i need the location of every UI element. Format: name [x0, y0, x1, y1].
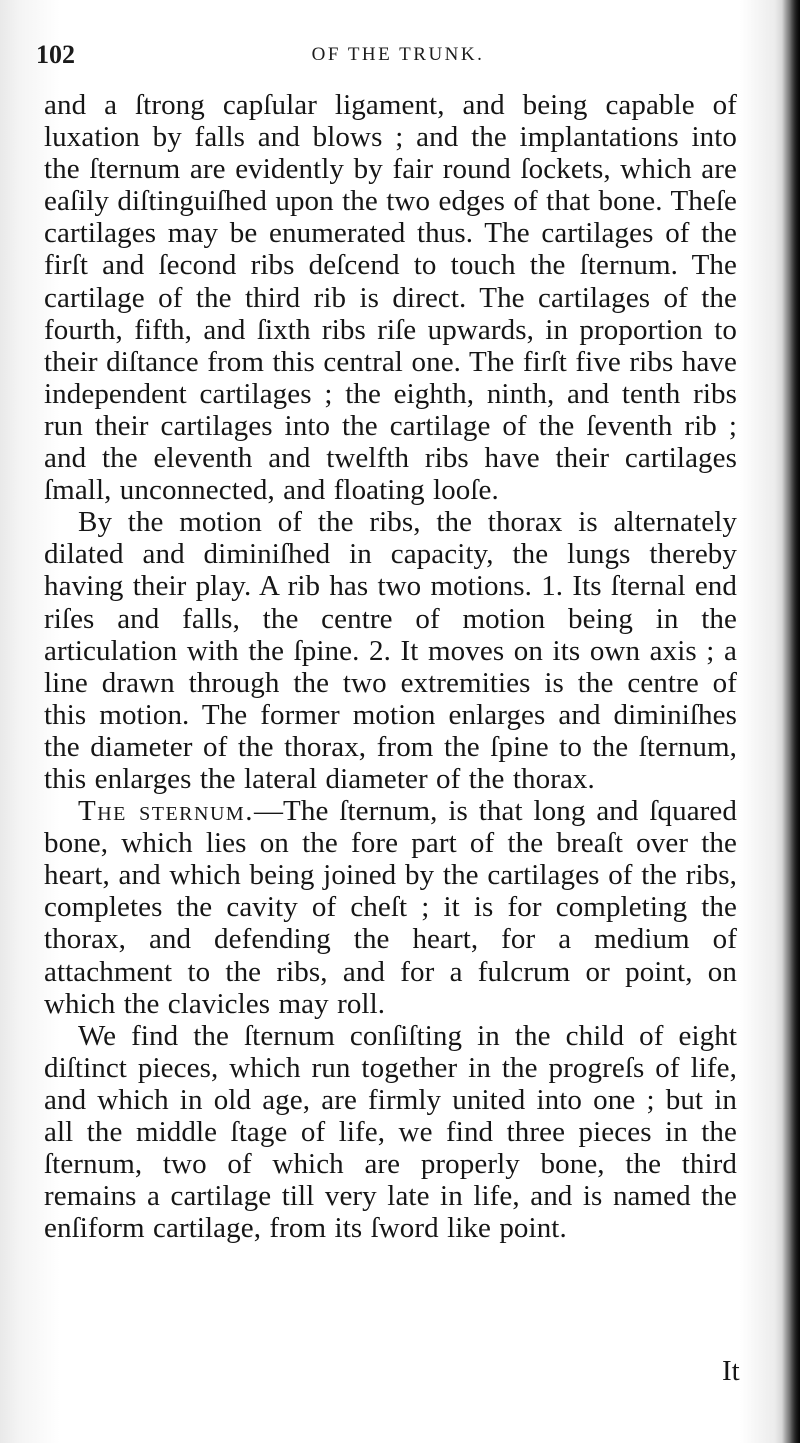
page-edge-shadow [782, 0, 800, 1443]
page-number: 102 [36, 40, 75, 69]
paragraph-cartilages: and a ſtrong capſular ligament, and being capable of luxation by falls and blows ; and the implantations into the ſternum are evidently by fair round ſockets, which are eaſily diſtinguiſhed upon the two edges of that bone. Theſe cartilages may be enumerated thus. The cartilages of the firſt and ſecond ribs deſcend to touch the ſternum. The cartilage of the third rib is direct. The cartilages of the fourth, fifth, and ſixth ribs riſe upwards, in proportion to their diſtance from this central one. The firſt five ribs have independent cartilages ; the eighth, ninth, and tenth ribs run their cartilages into the cartilage of the ſeventh rib ; and the eleventh and twelfth ribs have their cartilages ſmall, unconnected, and floating looſe. [44, 89, 737, 507]
paragraph-sternum [44, 795, 737, 1020]
paragraph-sternum-pieces: We find the ſternum conſiſting in the child of eight diſtinct pieces, which run together in the progreſs of life, and which in old age, are firmly united into one ; but in all the middle ſtage of life, we find three pieces in the ſternum, two of which are properly bone, the third remains a cartilage till very late in life, and is named the enſiform cartilage, from its ſword like point. [44, 1019, 737, 1245]
page-header [36, 40, 760, 76]
paragraph-rib-motion: By the motion of the ribs, the thorax is alternately dilated and diminiſhed in capacity, the lungs thereby having their play. A rib has two motions. 1. Its ſternal end riſes and falls, the centre of motion being in the articulation with the ſpine. 2. It moves on its own axis ; a line drawn through the two extremities is the centre of this motion. The former motion enlarges and diminiſhes the diameter of the thorax, from the ſpine to the ſternum, this enlarges the lateral diameter of the thorax. [44, 506, 737, 795]
body-text [44, 89, 737, 1244]
catchword: It [722, 1355, 740, 1387]
running-head: OF THE TRUNK. [311, 44, 485, 65]
paragraph-sternum-text: —The ſternum, is that long and ſquared bone, which lies on the fore part of the breaſt over the heart, and which being joined by the cartilages of the ribs, completes the cavity of cheſt ; it is for completing the thorax, and defending the heart, for a medium of attachment to the ribs, and for a fulcrum or point, on which the clavicles may roll. [44, 795, 737, 1020]
section-lead-in: The sternum. [78, 795, 254, 828]
